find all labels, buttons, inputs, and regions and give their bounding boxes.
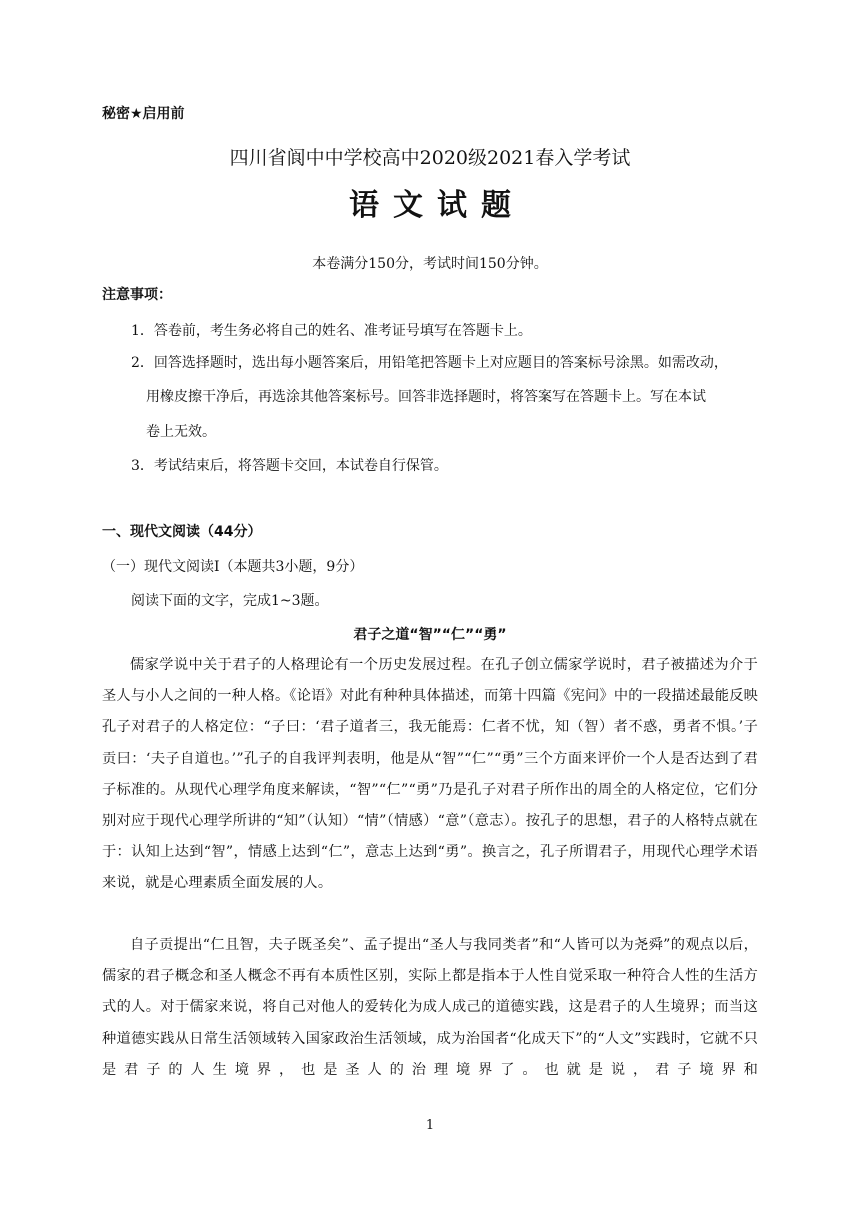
exam-title: 四川省阆中中学校高中2020级2021春入学考试 — [229, 147, 631, 169]
article-paragraph: 儒家学说中关于君子的人格理论有一个历史发展过程。在孔子创立儒家学说时，君子被描述为介于圣人与小人之间的一种人格。《论语》对此有种种具体描述，而第十四篇《宪问》中的一段描述最能反映孔子对君子的人格定位：“子曰：‘君子道者三，我无能焉：仁者不忧，知（智）者不惑，勇者不惧。’子贡曰：‘夫子自道也。’”孔子的自我评判表明，他是从“智”“仁”“勇”三个方面来评价一个人是否达到了君子标准的。从现代心理学角度来解读，“智”“仁”“勇”乃是孔子对君子所作出的周全的人格定位，它们分别对应于现代心理学所讲的“知”（认知）“情”（情感）“意”（意志）。按孔子的思想，君子的人格特点就在于：认知上达到“智”，情感上达到“仁”，意志上达到“勇”。换言之，孔子所谓君子，用现代心理学术语来说，就是心理素质全面发展的人。 — [102, 657, 758, 892]
secret-label: 秘密★启用前 — [102, 106, 185, 122]
notice-heading: 注意事项： — [102, 287, 172, 303]
article-title: 君子之道“智”“仁”“勇” — [353, 627, 507, 643]
article-paragraph: 自子贡提出“仁且智，夫子既圣矣”、孟子提出“圣人与我同类者”和“人皆可以为尧舜”的观点以后，儒家的君子概念和圣人概念不再有本质性区别，实际上都是指本于人性自觉采取一种符合人性的生活方式的人。对于儒家来说，将自己对他人的爱转化为成人成己的道德实践，这是君子的人生境界；而当这种道德实践从日常生活领域转入国家政治生活领域，成为治国者“化成天下”的“人文”实践时，它就不只是君子的人生境界，也是圣人的治理境界了。也就是说，君子境界和 — [102, 937, 758, 1078]
section-subheading: （一）现代文阅读Ⅰ（本题共3小题，9分） — [102, 559, 364, 575]
exam-info: 本卷满分150分，考试时间150分钟。 — [312, 256, 548, 272]
notice-item-continuation: 卷上无效。 — [146, 424, 216, 440]
subject-title: 语文试题 — [349, 188, 525, 223]
notice-item: 2．回答选择题时，选出每小题答案后，用铅笔把答题卡上对应题目的答案标号涂黑。如需改动， — [131, 355, 728, 371]
notice-item: 3．考试结束后，将答题卡交回，本试卷自行保管。 — [131, 458, 448, 474]
notice-item-continuation: 用橡皮擦干净后，再选涂其他答案标号。回答非选择题时，将答案写在答题卡上。写在本试 — [146, 389, 706, 405]
notice-item: 1．答卷前，考生务必将自己的姓名、准考证号填写在答题卡上。 — [131, 323, 532, 339]
page-number: 1 — [425, 1118, 435, 1133]
reading-instruction: 阅读下面的文字，完成1~3题。 — [131, 593, 329, 609]
section-heading: 一、现代文阅读（44分） — [102, 524, 262, 540]
